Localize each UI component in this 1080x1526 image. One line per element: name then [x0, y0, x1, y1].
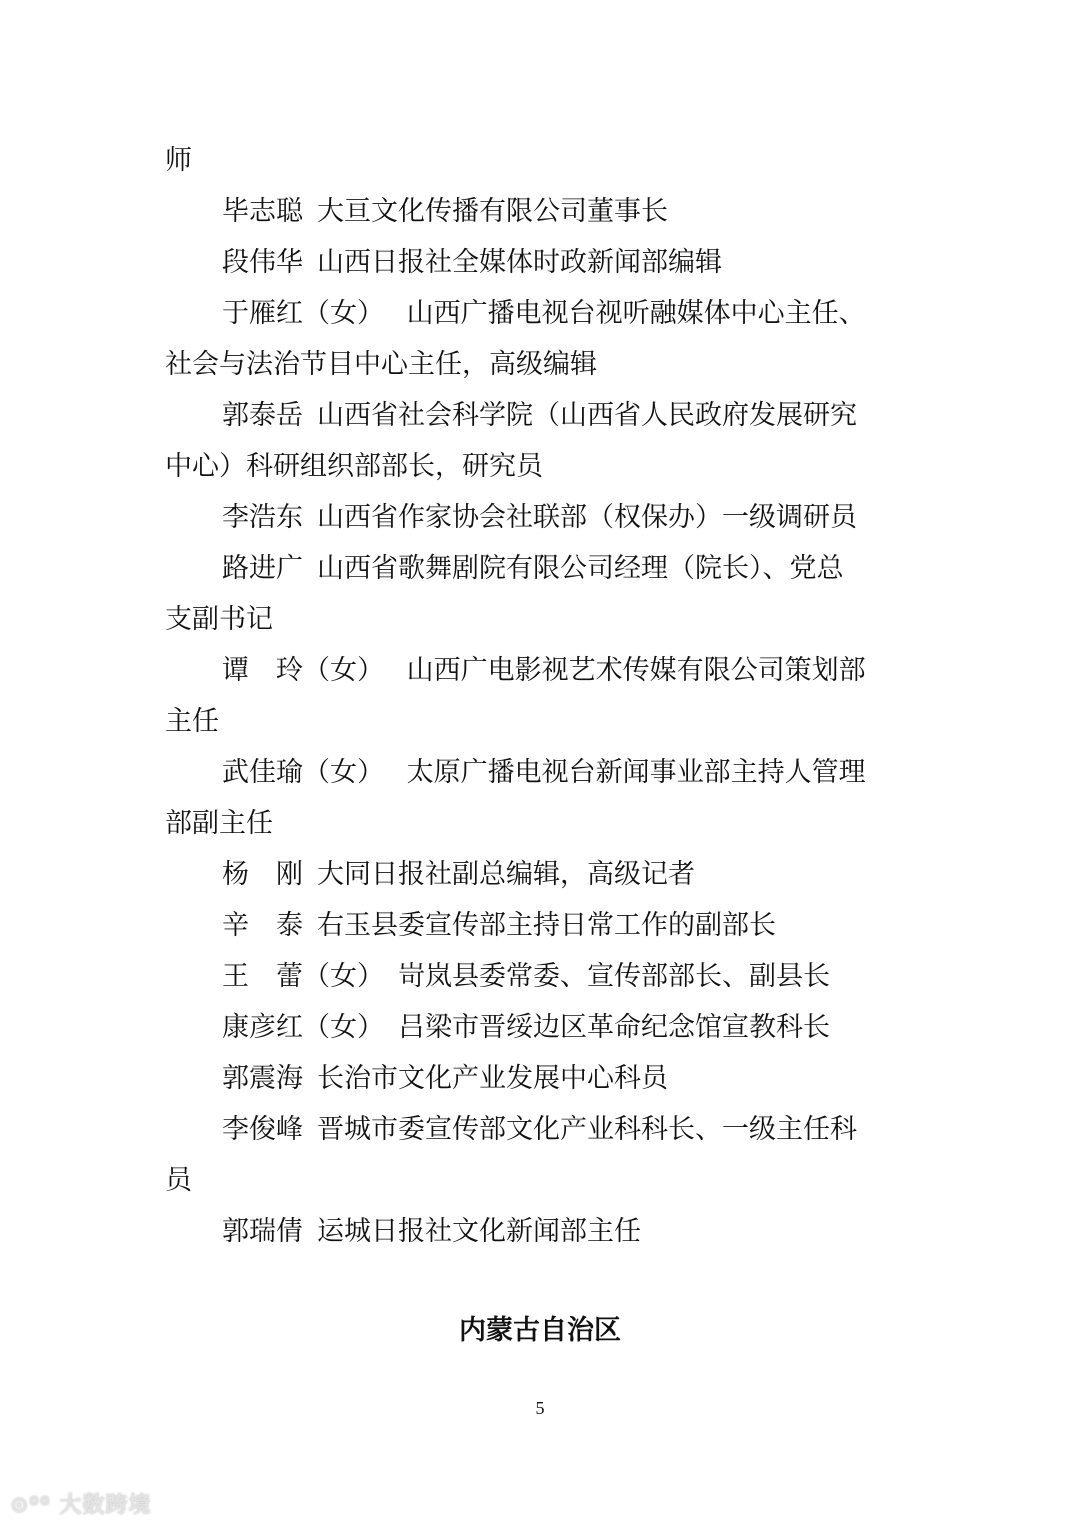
entry-text: 大同日报社副总编辑，高级记者 — [317, 859, 695, 890]
person-name: 王 蕾（女） — [222, 961, 384, 992]
entry-text: 大亘文化传播有限公司董事长 — [317, 196, 668, 227]
person-name: 于雁红（女） — [222, 298, 384, 329]
entry-text: 山西省社会科学院（山西省人民政府发展研究 — [317, 400, 857, 431]
entry-line — [165, 900, 925, 951]
person-name: 路进广 — [222, 553, 303, 584]
person-name: 武佳瑜（女） — [222, 757, 384, 788]
person-name: 谭 玲（女） — [222, 655, 384, 686]
entry-line — [165, 135, 925, 186]
entry-text: 山西省作家协会社联部（权保办）一级调研员 — [317, 502, 857, 533]
entry-text: 师 — [165, 145, 192, 176]
entry-continuation-line — [165, 594, 925, 645]
entry-text: 社会与法治节目中心主任，高级编辑 — [165, 349, 597, 380]
watermark-icon: ⊙⁰⁰ — [10, 1493, 60, 1518]
entry-text: 岢岚县委常委、宣传部部长、副县长 — [398, 961, 830, 992]
person-name: 郭泰岳 — [222, 400, 303, 431]
document-body — [165, 135, 925, 1257]
section-heading: 内蒙古自治区 — [459, 1315, 621, 1346]
page-number: 5 — [535, 1398, 545, 1418]
entry-continuation-line — [165, 798, 925, 849]
entry-line — [165, 492, 925, 543]
entry-text: 支副书记 — [165, 604, 273, 635]
entry-text: 中心）科研组织部部长，研究员 — [165, 451, 543, 482]
entry-line — [165, 1104, 925, 1155]
entry-line — [165, 645, 925, 696]
entry-continuation-line — [165, 696, 925, 747]
person-name: 李俊峰 — [222, 1114, 303, 1145]
entry-text: 右玉县委宣传部主持日常工作的副部长 — [317, 910, 776, 941]
person-name: 郭震海 — [222, 1063, 303, 1094]
person-name: 康彦红（女） — [222, 1012, 384, 1043]
watermark-text: 大数跨境 — [59, 1493, 152, 1518]
person-name: 段伟华 — [222, 247, 303, 278]
entry-text: 晋城市委宣传部文化产业科科长、一级主任科 — [317, 1114, 857, 1145]
entry-text: 运城日报社文化新闻部主任 — [317, 1216, 641, 1247]
entry-continuation-line — [165, 441, 925, 492]
entry-text: 山西广播电视台视听融媒体中心主任、 — [398, 298, 866, 329]
entry-line — [165, 543, 925, 594]
entry-line — [165, 288, 925, 339]
entry-text: 主任 — [165, 706, 219, 737]
entry-continuation-line — [165, 1155, 925, 1206]
entry-text: 部副主任 — [165, 808, 273, 839]
entry-text: 山西广电影视艺术传媒有限公司策划部 — [398, 655, 866, 686]
entry-text: 长治市文化产业发展中心科员 — [317, 1063, 668, 1094]
entry-text: 吕梁市晋绥边区革命纪念馆宣教科长 — [398, 1012, 830, 1043]
entry-continuation-line — [165, 339, 925, 390]
entry-line — [165, 390, 925, 441]
entry-text: 山西日报社全媒体时政新闻部编辑 — [317, 247, 722, 278]
entry-line — [165, 1053, 925, 1104]
entry-line — [165, 186, 925, 237]
person-name: 李浩东 — [222, 502, 303, 533]
person-name: 辛 泰 — [222, 910, 303, 941]
entry-text: 太原广播电视台新闻事业部主持人管理 — [398, 757, 866, 788]
person-name: 毕志聪 — [222, 196, 303, 227]
entry-text: 员 — [165, 1165, 192, 1196]
entry-line — [165, 747, 925, 798]
entry-text: 山西省歌舞剧院有限公司经理（院长）、党总 — [317, 553, 844, 584]
person-name: 杨 刚 — [222, 859, 303, 890]
entry-line — [165, 1206, 925, 1257]
entry-line — [165, 237, 925, 288]
person-name: 郭瑞倩 — [222, 1216, 303, 1247]
entry-line — [165, 849, 925, 900]
watermark-logo — [10, 1488, 151, 1519]
entry-line — [165, 951, 925, 1002]
entry-line — [165, 1002, 925, 1053]
